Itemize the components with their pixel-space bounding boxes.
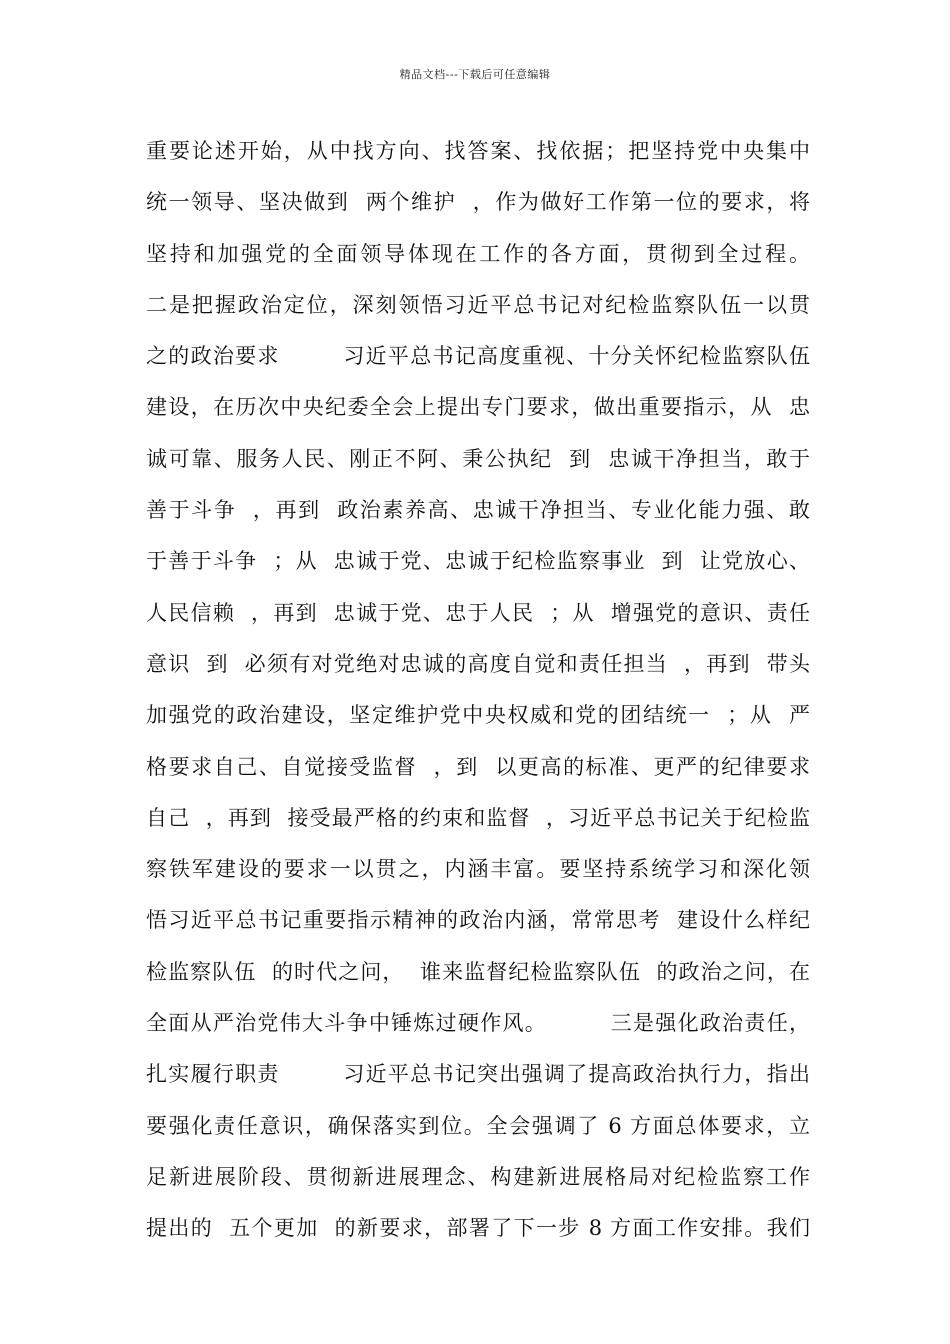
text-line: 意识 到 必须有对党绝对忠诚的高度自觉和责任担当 ，再到 带头 xyxy=(146,651,810,676)
text-line: 加强党的政治建设，坚定维护党中央权威和党的团结统一 ；从 严 xyxy=(146,703,810,728)
text-line: 察铁军建设的要求一以贯之，内涵丰富。要坚持系统学习和深化领 xyxy=(146,857,810,882)
text-line: 二是把握政治定位，深刻领悟习近平总书记对纪检监察队伍一以贯 xyxy=(146,292,810,317)
text-line: 善于斗争 ，再到 政治素养高、忠诚干净担当、专业化能力强、敢 xyxy=(146,498,810,523)
text-line: 之的政治要求 习近平总书记高度重视、十分关怀纪检监察队伍 xyxy=(146,344,810,369)
text-line: 坚持和加强党的全面领导体现在工作的各方面，贯彻到全过程。 xyxy=(146,241,810,266)
text-line: 足新进展阶段、贯彻新进展理念、构建新进展格局对纪检监察工作 xyxy=(146,1164,810,1189)
text-line: 格要求自己、自觉接受监督 ，到 以更高的标准、更严的纪律要求 xyxy=(146,754,810,779)
text-line: 扎实履行职责 习近平总书记突出强调了提高政治执行力，指出 xyxy=(146,1062,810,1087)
text-line: 于善于斗争 ；从 忠诚于党、忠诚于纪检监察事业 到 让党放心、 xyxy=(146,549,810,574)
text-line: 要强化责任意识，确保落实到位。全会强调了 6 方面总体要求，立 xyxy=(146,1113,810,1138)
text-line: 人民信赖 ，再到 忠诚于党、忠于人民 ；从 增强党的意识、责任 xyxy=(146,600,810,625)
text-line: 自己 ，再到 接受最严格的约束和监督 ，习近平总书记关于纪检监 xyxy=(146,805,810,830)
text-line: 建设，在历次中央纪委全会上提出专门要求，做出重要指示，从 忠 xyxy=(146,395,810,420)
text-line: 诚可靠、服务人民、刚正不阿、秉公执纪 到 忠诚干净担当，敢于 xyxy=(146,446,810,471)
page-header: 精品文档---下载后可任意编辑 xyxy=(399,68,551,81)
text-line: 悟习近平总书记重要指示精神的政治内涵，常常思考 建设什么样纪 xyxy=(146,908,810,933)
text-line: 检监察队伍 的时代之问， 谁来监督纪检监察队伍 的政治之问，在 xyxy=(146,959,810,984)
text-line: 提出的 五个更加 的新要求，部署了下一步 8 方面工作安排。我们 xyxy=(146,1216,810,1241)
text-line: 统一领导、坚决做到 两个维护 ，作为做好工作第一位的要求，将 xyxy=(146,190,810,215)
document-body xyxy=(146,126,810,1255)
text-line: 重要论述开始，从中找方向、找答案、找依据；把坚持党中央集中 xyxy=(146,139,810,163)
text-line: 全面从严治党伟大斗争中锤炼过硬作风。 三是强化政治责任， xyxy=(146,1011,810,1036)
